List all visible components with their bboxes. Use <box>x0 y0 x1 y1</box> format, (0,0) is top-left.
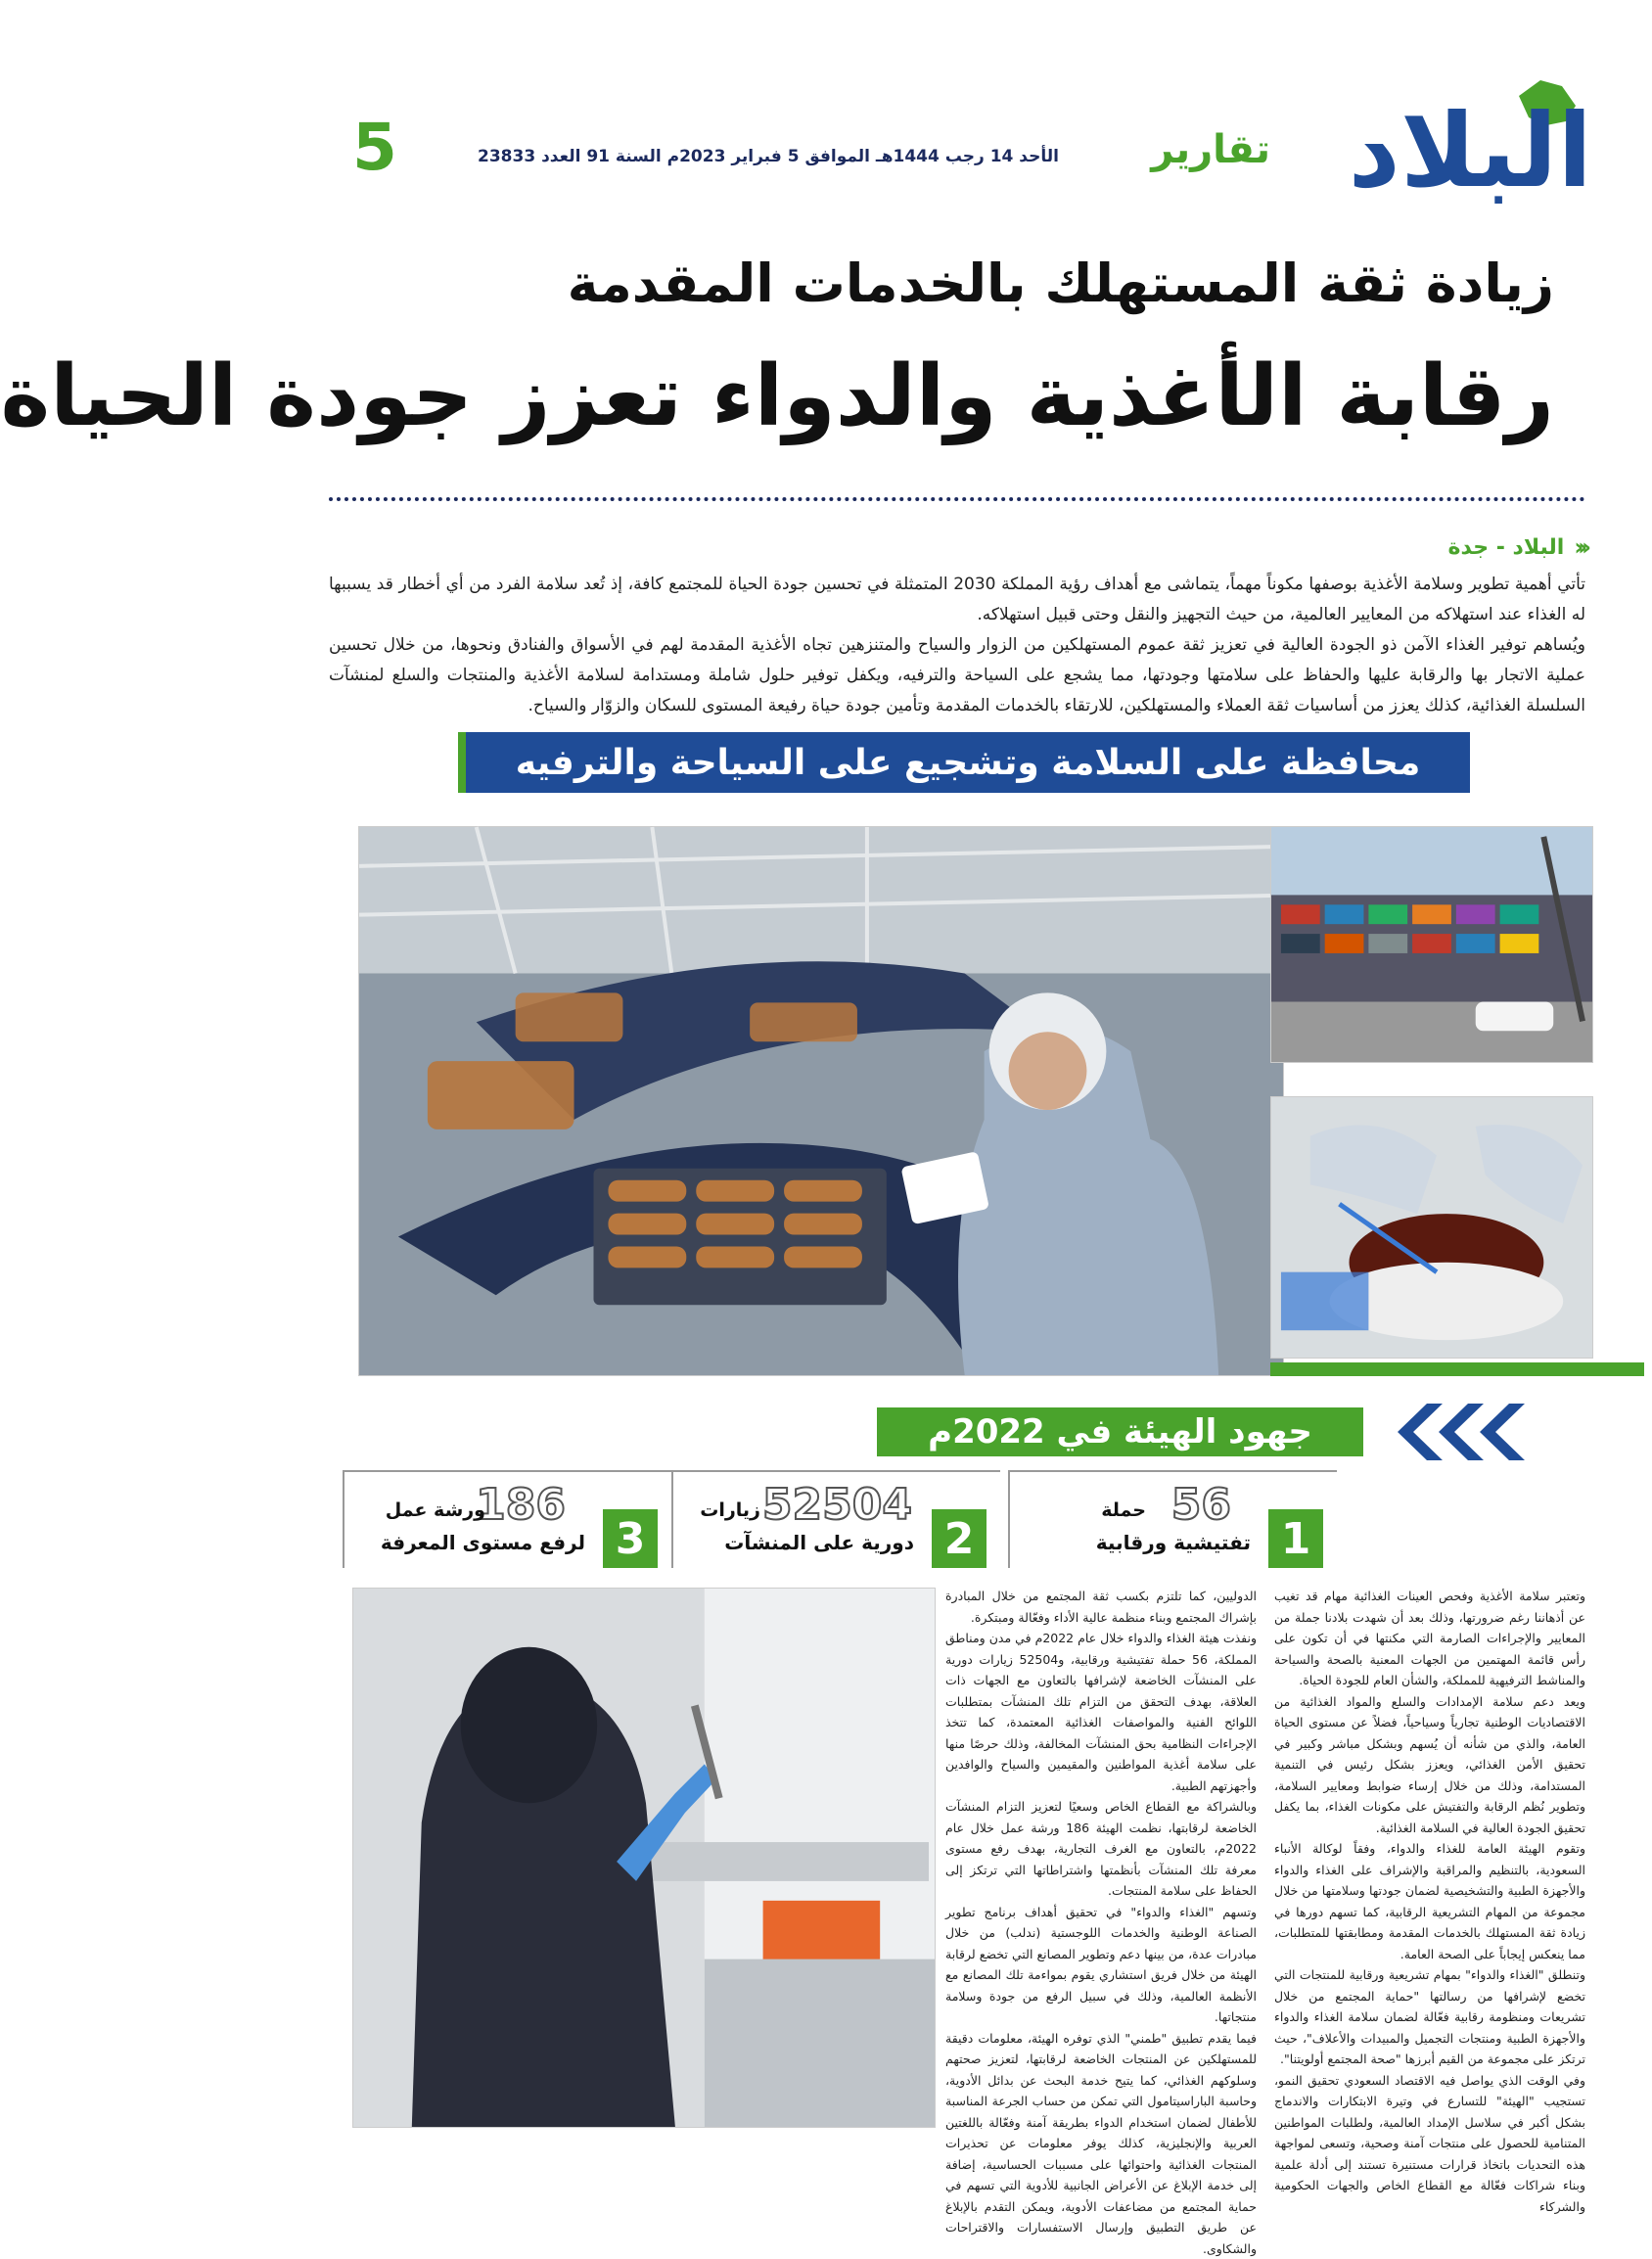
article-paragraph: ويعد دعم سلامة الإمدادات والسلع والمواد الغذائية من الاقتصاديات الوطنية تجارياً وسياحياً، فضلاً عن مستوى الحياة العامة، والذي من شأنه أن يُسهم وبشكل مباشر وكبير في تحقيق الأمن الغذائي، ويعزز بشكل رئيس في التنمية المستدامة، وذلك من خلال إرساء ضوابط ومعايير السلامة، وتطوير نُظم الرقابة والتفتيش على مكونات الغذاء، بما يكفل تحقيق الجودة العالية في السلامة الغذائية. <box>1274 1691 1585 1839</box>
article-paragraph: ونفذت هيئة الغذاء والدواء خلال عام 2022م في مدن ومناطق المملكة، 56 حملة تفتيشية ورقابية، و52504 زيارات دورية على المنشآت الخاضعة لإشرافها بالتعاون مع الجهات ذات العلاقة، بهدف التحقق من التزام تلك المنشآت بمتطلبات اللوائح الفنية والمواصفات الغذائية المعتمدة، كما تتخذ الإجراءات النظامية بحق المنشآت المخالفة، وذلك حرصًا منها على سلامة أغذية المواطنين والمقيمين والسياح والوافدين وأجهزتهم الطبية. <box>945 1628 1257 1796</box>
stat-campaigns <box>1008 1470 1337 1568</box>
stat-number: 52504 <box>762 1480 912 1530</box>
intro-paragraph: تأتي أهمية تطوير وسلامة الأغذية بوصفها مكوناً مهماً، يتماشى مع أهداف رؤية المملكة 2030 المتمثلة في تحسين جودة الحياة للمجتمع كافة، إذ تُعد سلامة الفرد من أي أخطار قد يسببها له الغذاء عند استهلاكه من المعايير العالمية، من حيث التجهيز والنقل وحتى قبيل استهلاكه. <box>329 570 1585 630</box>
lab-technician-photo <box>352 1588 936 2128</box>
stat-caption: تفتيشية ورقابية <box>1096 1531 1251 1554</box>
section-banner: محافظة على السلامة وتشجيع على السياحة والترفيه <box>458 732 1470 793</box>
stat-index: 3 <box>603 1509 658 1568</box>
stat-caption: لرفع مستوى المعرفة <box>381 1531 585 1554</box>
byline <box>1448 533 1585 561</box>
stat-unit: ورشة عمل <box>386 1499 485 1521</box>
article-column-left <box>945 1586 1257 2134</box>
stat-index: 1 <box>1268 1509 1323 1568</box>
dotted-divider <box>329 497 1585 501</box>
chevrons-icon: ‹‹‹ <box>1574 533 1585 561</box>
subheadline: زيادة ثقة المستهلك بالخدمات المقدمة <box>568 253 1554 314</box>
article-paragraph: فيما يقدم تطبيق "طمني" الذي توفره الهيئة، معلومات دقيقة للمستهلكين عن المنتجات الخاضعة لرقابتها، لتعزيز صحتهم وسلوكهم الغذائي، كما يتيح خدمة البحث عن بدائل الأدوية، وحاسبة الباراسيتامول التي تمكن من حساب الجرعة المناسبة للأطفال لضمان استخدام الدواء بطريقة آمنة وفعّالة باللغتين العربية والإنجليزية، كذلك يوفر معلومات عن تحذيرات المنتجات الغذائية واحتوائها على مسببات الحساسية، إضافة إلى خدمة الإبلاغ عن الأعراض الجانبية للأدوية التي تسهم في حماية المجتمع من مضاعفات الأدوية، ويمكن التقدم بالإبلاغ عن طريق التطبيق وإرسال الاستفسارات والاقتراحات والشكاوى. <box>945 2028 1257 2259</box>
stat-workshops <box>343 1470 671 1568</box>
stat-index: 2 <box>932 1509 987 1568</box>
article-paragraph: وتنطلق "الغذاء والدواء" بمهام تشريعية ورقابية للمنتجات التي تخضع لإشرافها من رسالتها "حماية المجتمع من خلال تشريعات ومنظومة رقابية فعّالة لضمان سلامة الغذاء والدواء والأجهزة الطبية ومنتجات التجميل والمبيدات والأعلاف"، حيث ترتكز على مجموعة من القيم أبرزها "صحة المجتمع أولويتنا". <box>1274 1964 1585 2070</box>
stat-number: 56 <box>1171 1480 1231 1530</box>
article-paragraph: وتعتبر سلامة الأغذية وفحص العينات الغذائية مهام قد تغيب عن أذهاننا رغم ضرورتها، وذلك بعد أن شهدت بلادنا جملة من المعايير والإجراءات الصارمة التي مكنتها في أن تكون على رأس قائمة المهتمين من الجهات المعنية بالصحة والسياحة والمناشط الترفيهية للمملكة، والشأن العام للجودة الحياة. <box>1274 1586 1585 1691</box>
section-label: تقارير <box>1151 127 1270 172</box>
stat-caption: دورية على المنشآت <box>724 1531 914 1554</box>
logo-wordmark: البلاد <box>1349 91 1593 210</box>
byline-text: البلاد - جدة <box>1448 535 1565 560</box>
article-paragraph: وتسهم "الغذاء والدواء" في تحقيق أهداف برنامج تطوير الصناعة الوطنية والخدمات اللوجستية (ندلب) من خلال مبادرات عدة، من بينها دعم وتطوير المصانع التي تخضع لرقابة الهيئة من خلال فريق استشاري يقوم بمواءمة تلك المصانع مع الأنظمة العالمية، وذلك في سبيل الرفع من جودة وسلامة منتجاتها. <box>945 1902 1257 2028</box>
stat-unit: حملة <box>1101 1499 1146 1521</box>
port-containers-photo <box>1270 826 1593 1063</box>
intro-paragraph: ويُساهم توفير الغذاء الآمن ذو الجودة العالية في تعزيز ثقة عموم المستهلكين من الزوار والسياح والمتنزهين تجاه الأغذية المقدمة لهم في الأسواق والفنادق ونحوها، من خلال تحسين عملية الاتجار بها والرقابة عليها والحفاظ على سلامتها وجودتها، مما يشجع على السياحة والترفيه، ويكفل توفير حلول شاملة ومستدامة لسلامة الأغذية والمنتجات والسلع لمنشآت السلسلة الغذائية، كذلك يعزز من أساسيات ثقة العملاء والمستهلكين، للارتقاء بالخدمات المقدمة وتأمين جودة حياة رفيعة المستوى للسكان والزوّار والسياح. <box>329 630 1585 721</box>
page-number: 5 <box>352 110 397 185</box>
main-headline: رقابة الأغذية والدواء تعزز جودة الحياة <box>0 347 1554 445</box>
bakery-inspection-photo <box>358 826 1284 1376</box>
stat-unit: زيارات <box>700 1499 760 1521</box>
article-paragraph: الدوليين، كما تلتزم بكسب ثقة المجتمع من خلال المبادرة بإشراك المجتمع وبناء منظمة عالية الأداء وفعّالة ومبتكرة. <box>945 1586 1257 1628</box>
article-paragraph: وتقوم الهيئة العامة للغذاء والدواء، وفقاً لوكالة الأنباء السعودية، بالتنظيم والمراقبة والإشراف على الغذاء والدواء والأجهزة الطبية والتشخيصية لضمان جودتها وسلامتها من خلال مجموعة من المهام التشريعية الرقابية، كما تسهم دورها في زيادة ثقة المستهلك بالخدمات المقدمة ومطابقتها للمتطلبات، مما ينعكس إيجاباً على الصحة العامة. <box>1274 1838 1585 1964</box>
chevrons-icon <box>1388 1402 1535 1462</box>
efforts-title: جهود الهيئة في 2022م <box>877 1407 1363 1456</box>
article-paragraph: وبالشراكة مع القطاع الخاص وسعيًا لتعزيز التزام المنشآت الخاضعة لرقابتها، نظمت الهيئة 186 ورشة عمل خلال عام 2022م، بالتعاون مع الغرف التجارية، بهدف رفع مستوى معرفة تلك المنشآت بأنظمتها واشتراطاتها التي ترتكز إلى الحفاظ على سلامة المنتجات. <box>945 1796 1257 1902</box>
intro-text <box>329 570 1585 721</box>
stat-visits <box>671 1470 1000 1568</box>
stat-number: 186 <box>476 1480 566 1530</box>
lab-sample-photo <box>1270 1096 1593 1359</box>
issue-dateline: الأحد 14 رجب 1444هـ الموافق 5 فبراير 2023م السنة 91 العدد 23833 <box>478 147 1059 166</box>
newspaper-logo <box>1284 76 1597 204</box>
green-rule <box>1270 1362 1644 1376</box>
article-column-right <box>1274 1586 1585 2134</box>
article-paragraph: وفي الوقت الذي يواصل فيه الاقتصاد السعودي تحقيق النمو، تستجيب "الهيئة" للتسارع في وتيرة الابتكارات والاندماج بشكل أكبر في سلاسل الإمداد العالمية، ولطلبات المواطنين المتنامية للحصول على منتجات آمنة وصحية، وتسعى لمواجهة هذه التحديات باتخاذ قرارات مستنيرة تستند إلى أدلة علمية وبناء شراكات فعّالة مع القطاع الخاص والجهات الحكومية والشركاء <box>1274 2070 1585 2218</box>
